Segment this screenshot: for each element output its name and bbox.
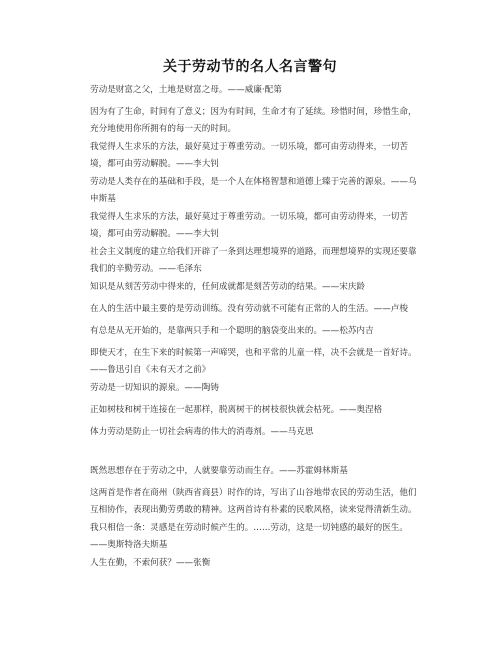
- quote-paragraph: 即使天才，在生下来的时候第一声啼哭，也和平常的儿童一样，决不会就是一首好诗。——鲁迅引自《未有天才之前》: [90, 348, 417, 375]
- quote-paragraph: 因为有了生命，时间有了意义；因为有时间，生命才有了延续。珍惜时间，珍惜生命，充分地使用你所拥有的每一天的时间。: [90, 107, 417, 134]
- quote-paragraph: 正如树枝和树干连接在一起那样，脱离树干的树枝很快就会枯死。——奥涅格: [90, 405, 383, 415]
- quote-paragraph: 有总是从无开始的，是靠两只手和一个聪明的脑袋变出来的。——松苏内吉: [90, 326, 374, 336]
- quote-paragraph: 既然思想存在于劳动之中，人就要靠劳动而生存。——苏霍姆林斯基: [90, 466, 348, 476]
- quote-paragraph: 我觉得人生求乐的方法，最好莫过于尊重劳动。一切乐境，都可由劳动得来，一切苦境，都可由劳动解脱。——李大钊: [90, 212, 408, 239]
- quote-paragraph: 人生在勤，不索何获？——张衡: [90, 558, 211, 568]
- quote-paragraph: 劳动是一切知识的源泉。——陶铸: [90, 383, 219, 393]
- quote-paragraph: 劳动是人类存在的基础和手段，是一个人在体格智慧和道德上臻于完善的源泉。——乌申斯基: [90, 177, 417, 204]
- quote-paragraph: 知识是从刻苦劳动中得来的，任何成就都是刻苦劳动的结果。——宋庆龄: [90, 282, 366, 292]
- quote-paragraph: 我觉得人生求乐的方法，最好莫过于尊重劳动。一切乐境，都可由劳动得来，一切苦境，都可由劳动解脱。——李大钊: [90, 142, 408, 169]
- quote-paragraph: 这两首是作者在商州（陕西省商县）时作的诗，写出了山谷地带农民的劳动生活，他们互相协作，表现出勤劳勇敢的精神。这两首诗有朴素的民歌风格，读来觉得清新生动。: [90, 488, 417, 515]
- quote-paragraph: 社会主义制度的建立给我们开辟了一条到达理想境界的道路，而理想境界的实现还要靠我们的辛勤劳动。——毛泽东: [90, 247, 417, 274]
- document-title: 关于劳动节的名人名言警句: [163, 59, 337, 75]
- quote-paragraph: 劳动是财富之父，土地是财富之母。——威廉·配第: [90, 85, 282, 95]
- quote-paragraph: 体力劳动是防止一切社会病毒的伟大的消毒剂。——马克思: [90, 427, 314, 437]
- quote-paragraph: 我只相信一条：灵感是在劳动时候产生的。……劳动，这是一切钝感的最好的医生。——奥斯特洛夫斯基: [90, 523, 408, 550]
- quote-paragraph: 在人的生活中最主要的是劳动训练。没有劳动就不可能有正常的人的生活。——卢梭: [90, 304, 408, 314]
